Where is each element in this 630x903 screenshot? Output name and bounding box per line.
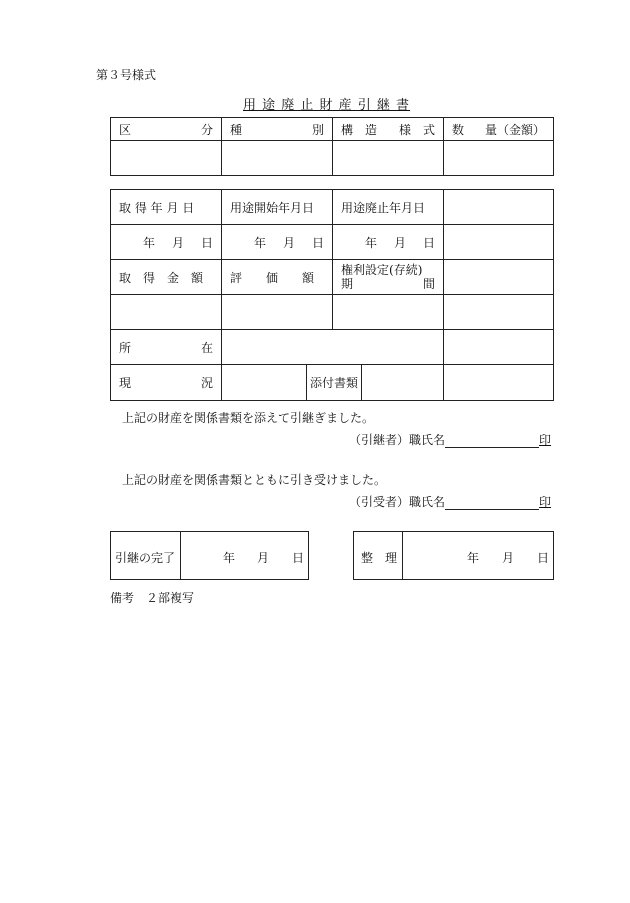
header-category-left: 区 (119, 122, 132, 137)
quantity-field[interactable] (444, 141, 554, 176)
arrangement-month-label: 月 (502, 551, 515, 565)
header-structure-left: 構 造 (341, 122, 378, 137)
location-field[interactable] (222, 330, 444, 365)
arrangement-box (353, 531, 554, 580)
status-field[interactable] (222, 365, 307, 401)
header-type-left: 種 (230, 122, 243, 137)
seal-mark: 印 (539, 433, 552, 447)
month-label: 月 (283, 235, 296, 250)
month-label: 月 (171, 235, 184, 250)
header-quantity-right: 量（金額） (484, 122, 545, 137)
acquired-amount-field[interactable] (111, 295, 222, 330)
header-structure-right: 様 式 (398, 122, 435, 137)
category-field[interactable] (111, 141, 222, 176)
title-name-label: 職氏名 (409, 433, 446, 447)
completion-year-label: 年 (223, 551, 236, 565)
attachments-label: 添付書類 (307, 365, 362, 400)
blank-cell[interactable] (444, 295, 554, 330)
attachments-cell (307, 365, 444, 401)
rights-period-field[interactable] (333, 295, 444, 330)
status-label-right: 況 (200, 376, 213, 390)
blank-cell[interactable] (444, 330, 554, 365)
header-type-right: 別 (311, 122, 324, 137)
header-quantity-left: 数 (452, 122, 465, 137)
year-label: 年 (143, 235, 156, 250)
header-category (111, 118, 222, 141)
header-category-right: 分 (200, 122, 213, 137)
blank-cell[interactable] (444, 190, 554, 225)
handover-statement: 上記の財産を関係書類を添えて引継ぎました。 (122, 411, 375, 425)
acquired-amount-label: 取 得 金 額 (119, 270, 204, 285)
seal-mark: 印 (539, 495, 552, 509)
valuation-field[interactable] (222, 295, 333, 330)
location-label-right: 在 (200, 340, 213, 355)
header-quantity (444, 118, 554, 141)
year-label: 年 (254, 235, 267, 250)
acceptance-statement: 上記の財産を関係書類とともに引き受けました。 (122, 473, 387, 487)
handover-role: （引継者） (349, 433, 410, 447)
use-abolish-date-field[interactable] (333, 225, 444, 260)
month-label: 月 (394, 235, 407, 250)
signature-line[interactable] (445, 497, 539, 510)
valuation-label: 評 価 額 (230, 270, 315, 285)
remarks: 備考 ２部複写 (110, 591, 195, 605)
rights-label-period-left: 期 (341, 277, 354, 291)
acquired-date-label: 取 得 年 月 日 (119, 200, 195, 215)
title-name-label: 職氏名 (409, 495, 446, 509)
rights-label-period-right: 間 (423, 277, 436, 291)
divider (402, 532, 403, 579)
divider (180, 532, 181, 579)
day-label: 日 (200, 235, 213, 250)
form-number: 第３号様式 (96, 68, 157, 82)
blank-cell[interactable] (444, 260, 554, 295)
handover-signature (349, 431, 551, 448)
form-title: 用 途 廃 止 財 産 引 継 書 (243, 98, 411, 113)
status-label-cell (111, 365, 222, 401)
arrangement-year-label: 年 (467, 551, 480, 565)
rights-period-label (333, 263, 443, 291)
use-abolish-date-label: 用途廃止年月日 (341, 200, 426, 215)
header-type (222, 118, 333, 141)
acceptance-signature (349, 493, 551, 510)
arrangement-day-label: 日 (537, 551, 550, 565)
blank-cell[interactable] (444, 365, 554, 401)
structure-field[interactable] (333, 141, 444, 176)
arrangement-label: 整 理 (361, 551, 398, 565)
location-label-cell (111, 330, 222, 365)
header-structure (333, 118, 444, 141)
completion-label: 引継の完了 (115, 551, 176, 565)
property-table (110, 117, 554, 176)
details-table (110, 189, 554, 401)
completion-box (110, 531, 309, 580)
day-label: 日 (422, 235, 435, 250)
acquired-date-field[interactable] (111, 225, 222, 260)
year-label: 年 (365, 235, 378, 250)
day-label: 日 (312, 235, 325, 250)
rights-label-line1: 権利設定(存続) (341, 263, 423, 277)
location-label-left: 所 (119, 340, 132, 355)
use-start-date-label: 用途開始年月日 (230, 200, 315, 215)
type-field[interactable] (222, 141, 333, 176)
attachments-field[interactable] (362, 365, 443, 400)
signature-line[interactable] (445, 435, 539, 448)
blank-cell[interactable] (444, 225, 554, 260)
acceptance-role: （引受者） (349, 495, 410, 509)
completion-month-label: 月 (257, 551, 270, 565)
use-start-date-field[interactable] (222, 225, 333, 260)
status-label-left: 現 (119, 376, 132, 390)
completion-day-label: 日 (292, 551, 305, 565)
